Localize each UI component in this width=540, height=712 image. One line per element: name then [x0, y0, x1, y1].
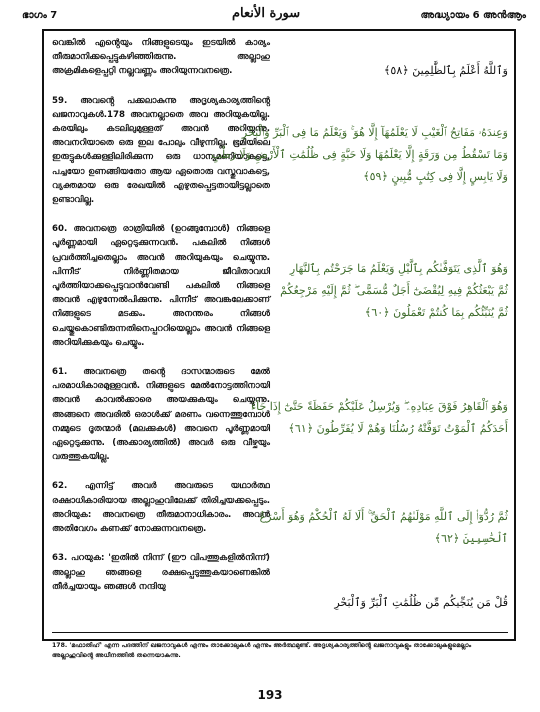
- page-number: 193: [257, 688, 283, 702]
- arabic-verse-59-line-2: وَمَا تَسْقُطُ مِن وَرَقَةٍ إِلَّا يَعْلَمُهَا وَلَا حَبَّةٍ فِى ظُلُمَٰتِ ٱلْأَرْضِ وَلَا رَطْبٍ: [211, 148, 508, 161]
- translation-verse-59: 59. അവൻ്റെ പക്കലാകുന്നു അദൃശ്യകാര്യത്തിൻ്റെ ഖജനാവുകൾ.178 അവനല്ലാതെ അവ അറിയുകയില്ല. കരയിലും കടലിലുമുള്ളത് അവൻ അറിയുന്നു. അവനറിയാതെ ഒരു ഇല പോലും വീഴുന്നില്ല. ഭൂമിയിലെ ഇരുട്ടുകൾക്കുള്ളിലിരിക്കുന്ന ഒരു ധാന്യമണിയാകട്ടെ, പച്ചയോ ഉണങ്ങിയതോ ആയ ഏതൊരു വസ്തുവാകട്ടെ, വ്യക്തമായ ഒരു രേഖയിൽ എഴുതപ്പെട്ടതായിട്ടല്ലാതെ ഉണ്ടാവില്ല.: [52, 95, 270, 206]
- arabic-verse-61-line-1: وَهُوَ ٱلْقَاهِرُ فَوْقَ عِبَادِهِۦ ۖ وَيُرْسِلُ عَلَيْكُمْ حَفَظَةً حَتَّىٰٓ إِذَا جَآءَ: [250, 400, 508, 413]
- arabic-verse-61-line-2: أَحَدَكُمُ ٱلْمَوْتُ تَوَفَّتْهُ رُسُلُنَا وَهُمْ لَا يُفَرِّطُونَ ﴿٦١﴾: [288, 422, 508, 435]
- translation-paragraph-continuation: വെങ്കിൽ എൻ്റെയും നിങ്ങളുടെയും ഇടയിൽ കാര്യം തീരുമാനിക്കപ്പെട്ടുകഴിഞ്ഞിരുന്നു. അല്ലാഹു അക്രമികളെപ്പറ്റി നല്ലവണ്ണം അറിയുന്നവനത്രെ.: [52, 38, 270, 77]
- arabic-verse-58-line: وَٱللَّهُ أَعْلَمُ بِٱلظَّٰلِمِينَ ﴿٥٨﴾: [383, 64, 508, 77]
- footnote-178: 178. 'മഫാതിഹ്' എന്ന പദത്തിന് ഖജനാവുകൾ എന്നും താക്കോലുകൾ എന്നും അർത്ഥമുണ്ട്. അദൃശ്യകാര്യത്തിൻ്റെ ഖജനാവുകളും താക്കോലുകളുമെല്ലാം അല്ലാഹുവിൻ്റെ അധീനത്തിൽ തന്നെയാകുന്നു.: [52, 642, 472, 659]
- arabic-verse-60-line-1: وَهُوَ ٱلَّذِى يَتَوَفَّىٰكُم بِٱلَّيْلِ وَيَعْلَمُ مَا جَرَحْتُم بِٱلنَّهَارِ: [289, 262, 508, 275]
- page-header: [0, 0, 540, 30]
- arabic-verse-63-line-1: قُلْ مَن يُنَجِّيكُم مِّن ظُلُمَٰتِ ٱلْبَرِّ وَٱلْبَحْرِ: [334, 596, 508, 609]
- translation-verse-63: 63. പറയുക: 'ഇതിൽ നിന്ന് (ഈ വിപത്തുകളിൽനിന്ന്) അല്ലാഹു ഞങ്ങളെ രക്ഷപ്പെടുത്തുകയാണെങ്കിൽ തീർച്ചയായും ഞങ്ങൾ നന്ദിയു: [52, 553, 270, 592]
- arabic-verse-59-line-3: وَلَا يَابِسٍ إِلَّا فِى كِتَٰبٍ مُّبِينٍ ﴿٥٩﴾: [363, 170, 508, 183]
- translation-verse-60: 60. അവനത്രെ രാത്രിയിൽ (ഉറങ്ങുമ്പോൾ) നിങ്ങളെ പൂർണ്ണമായി ഏറ്റെടുക്കുന്നവൻ. പകലിൽ നിങ്ങൾ പ്രവർത്തിച്ചതെല്ലാം അവൻ അറിയുകയും ചെയ്യുന്നു. പിന്നീട് നിർണ്ണിതമായ ജീവിതാവധി പൂർത്തിയാക്കപ്പെടുവാൻവേണ്ടി പകലിൽ നിങ്ങളെ അവൻ എഴുന്നേൽപിക്കുന്നു. പിന്നീട് അവങ്കലേക്കാണ് നിങ്ങളുടെ മടക്കം. അനന്തരം നിങ്ങൾ ചെയ്തുകൊണ്ടിരുന്നതിനെപ്പററിയെല്ലാം അവൻ നിങ്ങളെ അറിയിക്കുകയും ചെയ്യും.: [52, 224, 270, 348]
- arabic-verse-60-line-3: ثُمَّ يُنَبِّئُكُم بِمَا كُنتُمْ تَعْمَلُونَ ﴿٦٠﴾: [364, 306, 508, 319]
- footnote-divider: [52, 632, 508, 633]
- part-label: ഭാഗം 7: [22, 10, 58, 21]
- arabic-verse-59-line-1: وَعِندَهُۥ مَفَاتِحُ ٱلْغَيْبِ لَا يَعْلَمُهَآ إِلَّا هُوَ ۚ وَيَعْلَمُ مَا فِى ٱلْبَرِّ وَٱلْبَحْرِ ۚ: [239, 126, 508, 139]
- chapter-label: അദ്ധ്യായം 6 അൻആം: [420, 10, 526, 21]
- translation-verse-62: 62. എന്നിട്ട് അവർ അവരുടെ യഥാർത്ഥ രക്ഷാധികാരിയായ അല്ലാഹുവിലേക്ക് തിരിച്ചയക്കപ്പെടും. അറിയുക: അവനത്രെ തീരുമാനാധികാരം. അവൻ അതിവേഗം കണക്ക് നോക്കുന്നവനത്രെ.: [52, 481, 270, 535]
- translation-column: [52, 36, 270, 609]
- arabic-verse-62-line-1: ثُمَّ رُدُّوٓا۟ إِلَى ٱللَّهِ مَوْلَىٰهُمُ ٱلْحَقِّ ۚ أَلَا لَهُ ٱلْحُكْمُ وَهُوَ أَسْرَعُ: [259, 510, 508, 523]
- translation-verse-61: 61. അവനത്രെ തൻ്റെ ദാസന്മാരുടെ മേൽ പരമാധികാരമുള്ളവൻ. നിങ്ങളുടെ മേൽനോട്ടത്തിനായി അവൻ കാവൽക്കാരെ അയക്കുകയും ചെയ്യുന്നു. അങ്ങനെ അവരിൽ ഒരാൾക്ക് മരണം വന്നെത്തുമ്പോൾ നമ്മുടെ ദൂതന്മാർ (മലക്കുകൾ) അവനെ പൂർണ്ണമായി ഏറ്റെടുക്കുന്നു. (അക്കാര്യത്തിൽ) അവർ ഒരു വീഴ്ചയും വരുത്തുകയില്ല.: [52, 367, 270, 463]
- arabic-verse-62-line-2: ٱلْحَٰسِبِينَ ﴿٦٢﴾: [434, 532, 508, 545]
- arabic-verse-60-line-2: ثُمَّ يَبْعَثُكُمْ فِيهِ لِيُقْضَىٰٓ أَجَلٌ مُّسَمًّى ۖ ثُمَّ إِلَيْهِ مَرْجِعُكُمْ: [280, 284, 508, 297]
- surah-title-calligraphy: سورة الأنعام: [232, 6, 301, 21]
